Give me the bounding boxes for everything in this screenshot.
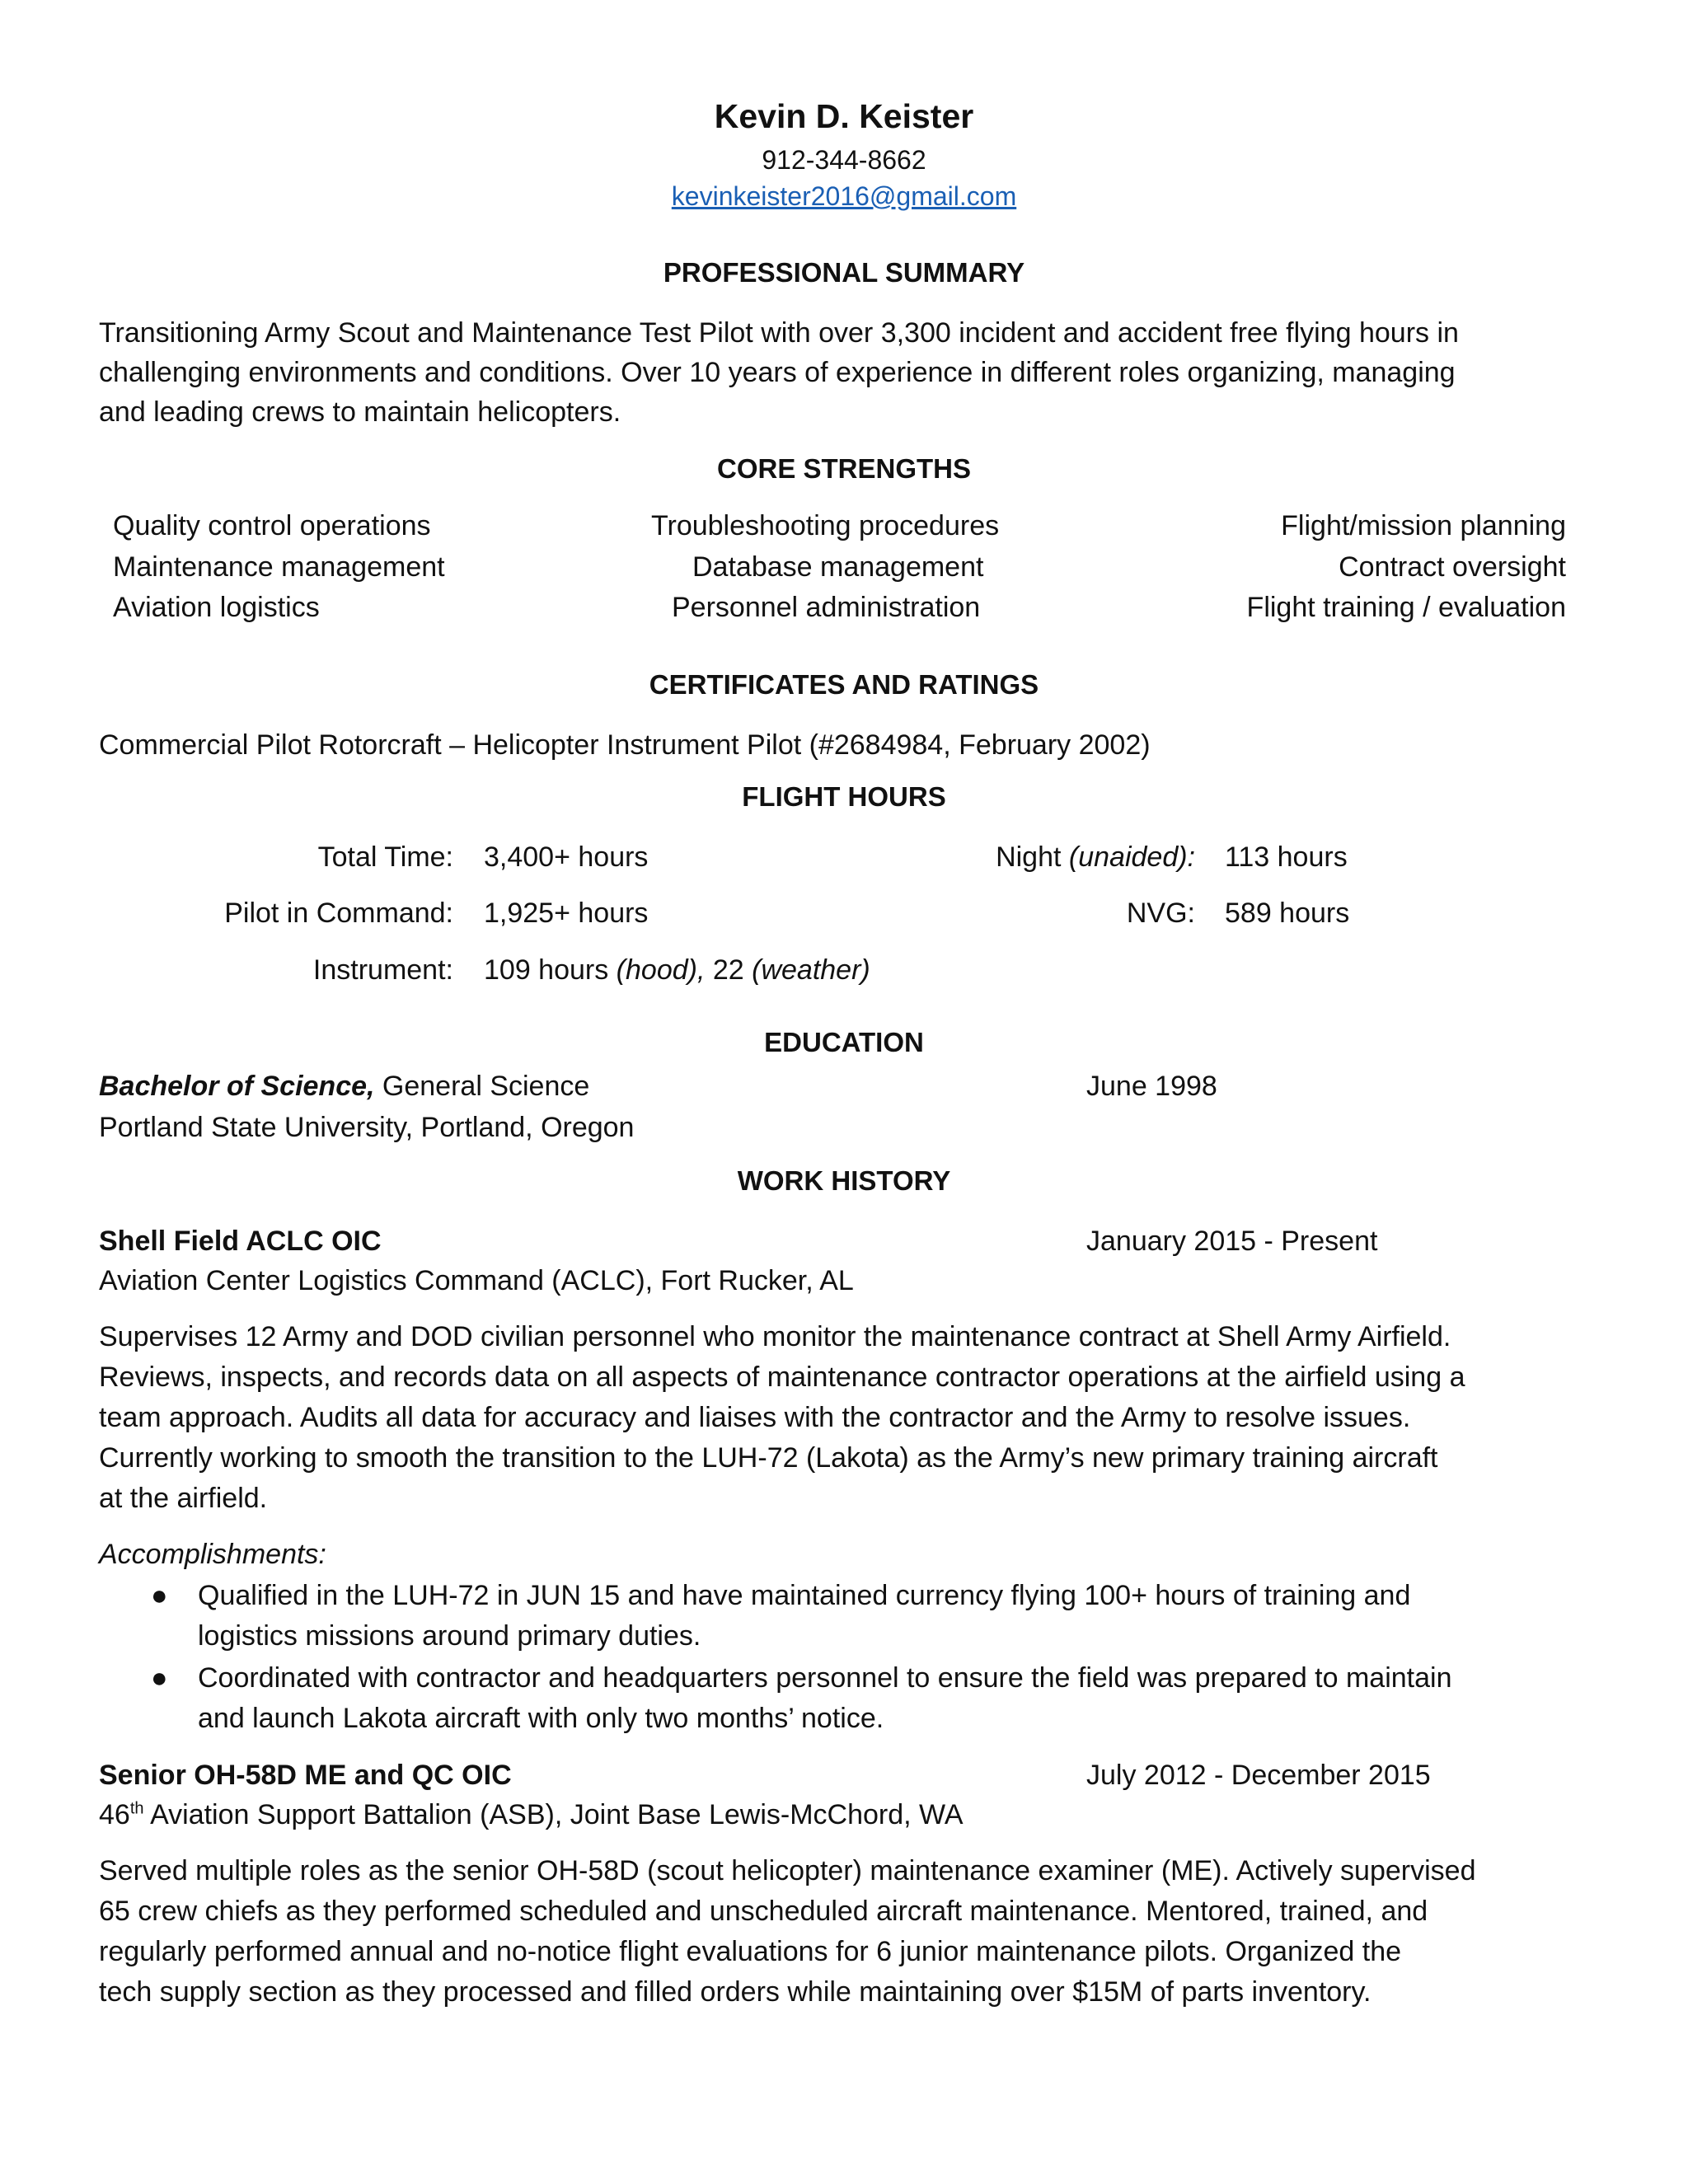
job-description-line: tech supply section as they processed and filled orders while maintaining over $15M of parts inventory. bbox=[99, 1976, 1372, 2008]
bullet-icon: ● bbox=[151, 1580, 168, 1611]
job-description-line: Supervises 12 Army and DOD civilian personnel who monitor the maintenance contract at Shell Army Airfield. bbox=[99, 1321, 1451, 1352]
strength-item: Contract oversight bbox=[1339, 551, 1566, 583]
strength-item: Maintenance management bbox=[113, 551, 445, 583]
degree-field: General Science bbox=[374, 1071, 590, 1102]
email-link[interactable]: kevinkeister2016@gmail.com bbox=[671, 181, 1017, 211]
nvg-value: 589 hours bbox=[1225, 898, 1350, 929]
job-organization: Aviation Center Logistics Command (ACLC), Fort Rucker, AL bbox=[99, 1265, 854, 1296]
job-description-line: 65 crew chiefs as they performed scheduled and unscheduled aircraft maintenance. Mentored, trained, and bbox=[99, 1896, 1428, 1927]
job-description-line: at the airfield. bbox=[99, 1483, 268, 1514]
email-line bbox=[0, 181, 1688, 212]
degree-name: Bachelor of Science, bbox=[99, 1071, 375, 1102]
summary-line: and leading crews to maintain helicopters. bbox=[99, 396, 621, 428]
org-name: Aviation Support Battalion (ASB), Joint Base Lewis-McChord, WA bbox=[143, 1799, 964, 1830]
accomplishment-line: and launch Lakota aircraft with only two months’ notice. bbox=[198, 1703, 884, 1734]
accomplishments-label: Accomplishments: bbox=[99, 1539, 326, 1570]
night-label-text: Night bbox=[996, 841, 1069, 873]
strength-item: Flight training / evaluation bbox=[1246, 592, 1566, 623]
pic-label: Pilot in Command: bbox=[224, 898, 453, 929]
pic-value: 1,925+ hours bbox=[484, 898, 649, 929]
job-description-line: Currently working to smooth the transition to the LUH-72 (Lakota) as the Army’s new primary training aircraft bbox=[99, 1442, 1438, 1474]
instrument-hours: 109 hours bbox=[484, 954, 617, 986]
strength-item: Flight/mission planning bbox=[1281, 510, 1566, 541]
job-title: Senior OH-58D ME and QC OIC bbox=[99, 1760, 512, 1791]
accomplishment-line: Qualified in the LUH-72 in JUN 15 and have maintained currency flying 100+ hours of training and bbox=[198, 1580, 1411, 1611]
strength-item: Personnel administration bbox=[672, 592, 981, 623]
org-number: 46 bbox=[99, 1799, 130, 1830]
job-description-line: Reviews, inspects, and records data on all aspects of maintenance contractor operations at the airfield using a bbox=[99, 1361, 1465, 1393]
bullet-icon: ● bbox=[151, 1662, 168, 1694]
accomplishment-line: Coordinated with contractor and headquarters personnel to ensure the field was prepared to maintain bbox=[198, 1662, 1452, 1694]
instrument-weather-hours: 22 bbox=[705, 954, 753, 986]
education-heading: EDUCATION bbox=[764, 1027, 924, 1057]
strength-item: Quality control operations bbox=[113, 510, 431, 541]
strength-item: Database management bbox=[692, 551, 984, 583]
total-time-label: Total Time: bbox=[317, 841, 453, 873]
flight-hours-heading: FLIGHT HOURS bbox=[742, 781, 946, 812]
job-description-line: Served multiple roles as the senior OH-58D (scout helicopter) maintenance examiner (ME). Actively supervised bbox=[99, 1855, 1476, 1886]
summary-line: challenging environments and conditions. Over 10 years of experience in different roles organizing, managing bbox=[99, 357, 1456, 388]
summary-line: Transitioning Army Scout and Maintenance Test Pilot with over 3,300 incident and accident free flying hours in bbox=[99, 317, 1459, 349]
certificate-text: Commercial Pilot Rotorcraft – Helicopter Instrument Pilot (#2684984, February 2002) bbox=[99, 729, 1151, 761]
night-value: 113 hours bbox=[1225, 841, 1348, 873]
strengths-heading: CORE STRENGTHS bbox=[716, 453, 972, 484]
strength-item: Troubleshooting procedures bbox=[651, 510, 1000, 541]
instrument-label: Instrument: bbox=[312, 954, 453, 986]
phone-number: 912-344-8662 bbox=[762, 145, 926, 175]
job-organization bbox=[99, 1795, 964, 1835]
job-description-line: regularly performed annual and no-notice flight evaluations for 6 junior maintenance pilots. Organized the bbox=[99, 1936, 1402, 1967]
job-title: Shell Field ACLC OIC bbox=[99, 1226, 382, 1257]
summary-heading: PROFESSIONAL SUMMARY bbox=[663, 257, 1025, 288]
job-dates: July 2012 - December 2015 bbox=[1086, 1760, 1431, 1791]
instrument-value bbox=[484, 950, 870, 991]
school-line: Portland State University, Portland, Oregon bbox=[99, 1112, 635, 1143]
night-label-qualifier: (unaided): bbox=[1068, 841, 1195, 873]
instrument-hood: (hood), bbox=[616, 954, 706, 986]
night-label bbox=[865, 837, 1195, 878]
nvg-label: NVG: bbox=[1126, 898, 1195, 929]
total-time-value: 3,400+ hours bbox=[484, 841, 649, 873]
degree-line bbox=[99, 1066, 589, 1107]
applicant-name: Kevin D. Keister bbox=[714, 97, 974, 135]
accomplishment-line: logistics missions around primary duties. bbox=[198, 1620, 701, 1652]
job-dates: January 2015 - Present bbox=[1086, 1226, 1378, 1257]
org-ordinal: th bbox=[129, 1799, 144, 1818]
certificates-heading: CERTIFICATES AND RATINGS bbox=[649, 669, 1039, 700]
work-heading: WORK HISTORY bbox=[737, 1165, 951, 1196]
strength-item: Aviation logistics bbox=[113, 592, 320, 623]
degree-date: June 1998 bbox=[1086, 1071, 1217, 1102]
instrument-weather: (weather) bbox=[752, 954, 870, 986]
job-description-line: team approach. Audits all data for accuracy and liaises with the contractor and the Army to resolve issues. bbox=[99, 1402, 1411, 1433]
